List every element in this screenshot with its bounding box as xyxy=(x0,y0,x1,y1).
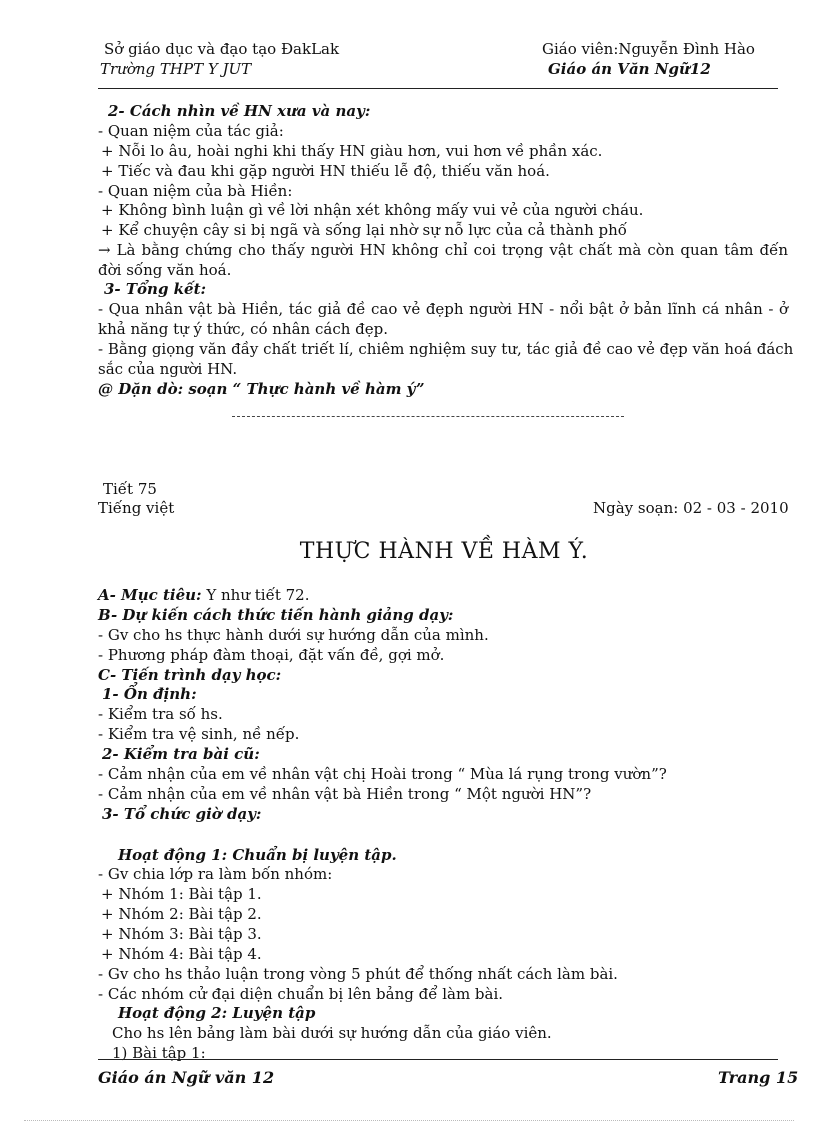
exercise-label: 1) Bài tập 1: xyxy=(112,1044,206,1062)
lesson-title: THỰC HÀNH VỀ HÀM Ý. xyxy=(299,539,589,564)
page-number: Trang 15 xyxy=(718,1068,799,1087)
text-line: + Nỗi lo âu, hoài nghi khi thấy HN giàu hơn, vui hơn về phần xác. xyxy=(101,142,603,160)
text-line: - Quan niệm của tác giả: xyxy=(98,122,284,140)
text-line: - Phương pháp đàm thoại, đặt vấn đề, gợi mở. xyxy=(98,646,445,664)
header-department: Sở giáo dục và đạo tạo ĐakLak xyxy=(104,40,340,58)
text-line: - Bằng giọng văn đầy chất triết lí, chiêm nghiệm suy tư, tác giả đề cao vẻ đẹp văn hoá đách xyxy=(98,340,794,358)
header-teacher: Giáo viên:Nguyễn Đình Hào xyxy=(542,40,755,58)
step-heading: 1- Ổn định: xyxy=(102,685,197,703)
text-line: + Nhóm 2: Bài tập 2. xyxy=(101,905,262,923)
header-school: Trường THPT Y JUT xyxy=(100,60,252,78)
text-line: + Nhóm 4: Bài tập 4. xyxy=(101,945,262,963)
text-line: + Tiếc và đau khi gặp người HN thiếu lễ độ, thiếu văn hoá. xyxy=(101,162,550,180)
text-line: → Là bằng chứng cho thấy người HN không chỉ coi trọng vật chất mà còn quan tâm đến xyxy=(98,241,788,259)
section-heading: C- Tiến trình dạy học: xyxy=(98,666,282,684)
activity-heading: Hoạt động 2: Luyện tập xyxy=(118,1004,316,1022)
step-heading: 3- Tổ chức giờ dạy: xyxy=(102,805,262,823)
text-line: Cho hs lên bảng làm bài dưới sự hướng dẫn của giáo viên. xyxy=(112,1024,552,1042)
text-line: đời sống văn hoá. xyxy=(98,261,232,279)
text-line: - Quan niệm của bà Hiền: xyxy=(98,182,293,200)
activity-heading: Hoạt động 1: Chuẩn bị luyện tập. xyxy=(118,846,397,864)
goal-text: Y như tiết 72. xyxy=(201,586,310,604)
page-edge xyxy=(24,1120,794,1121)
section-heading: 3- Tổng kết: xyxy=(104,280,207,298)
section-heading: 2- Cách nhìn về HN xưa và nay: xyxy=(108,102,371,120)
section-heading: B- Dự kiến cách thức tiến hành giảng dạy: xyxy=(98,606,454,624)
text-line: - Gv cho hs thảo luận trong vòng 5 phút để thống nhất cách làm bài. xyxy=(98,965,618,983)
text-line: - Kiểm tra vệ sinh, nề nếp. xyxy=(98,725,300,743)
text-line: + Nhóm 3: Bài tập 3. xyxy=(101,925,262,943)
text-line: khả năng tự ý thức, có nhân cách đẹp. xyxy=(98,320,388,338)
goal-line xyxy=(98,585,788,605)
text-line: + Kể chuyện cây si bị ngã và sống lại nhờ sự nỗ lực của cả thành phố xyxy=(101,221,627,239)
text-line: sắc của người HN. xyxy=(98,360,238,378)
text-line: - Gv chia lớp ra làm bốn nhóm: xyxy=(98,865,333,883)
goal-label: A- Mục tiêu: xyxy=(98,586,202,604)
text-line: + Không bình luận gì về lời nhận xét không mấy vui vẻ của người cháu. xyxy=(101,201,644,219)
header-rule xyxy=(98,88,778,89)
text-line: - Kiểm tra số hs. xyxy=(98,705,223,723)
homework-note: @ Dặn dò: soạn “ Thực hành về hàm ý” xyxy=(98,380,425,398)
text-line: - Gv cho hs thực hành dưới sự hướng dẫn của mình. xyxy=(98,626,489,644)
lesson-date: Ngày soạn: 02 - 03 - 2010 xyxy=(593,499,789,517)
lesson-period: Tiết 75 xyxy=(103,480,157,498)
lesson-subject: Tiếng việt xyxy=(98,499,175,517)
footer-title: Giáo án Ngữ văn 12 xyxy=(98,1068,275,1087)
footer-rule xyxy=(98,1059,778,1060)
text-line: - Cảm nhận của em về nhân vật bà Hiền trong “ Một người HN”? xyxy=(98,785,592,803)
step-heading: 2- Kiểm tra bài cũ: xyxy=(102,745,260,763)
text-line: - Cảm nhận của em về nhân vật chị Hoài trong “ Mùa lá rụng trong vườn”? xyxy=(98,765,667,783)
text-line: + Nhóm 1: Bài tập 1. xyxy=(101,885,262,903)
text-line: - Các nhóm cử đại diện chuẩn bị lên bảng để làm bài. xyxy=(98,985,504,1003)
section-divider xyxy=(232,416,624,417)
text-line: - Qua nhân vật bà Hiền, tác giả đề cao vẻ đẹph người HN - nổi bật ở bản lĩnh cá nhân - ở xyxy=(98,300,788,318)
header-plan: Giáo án Văn Ngữ12 xyxy=(548,60,711,78)
